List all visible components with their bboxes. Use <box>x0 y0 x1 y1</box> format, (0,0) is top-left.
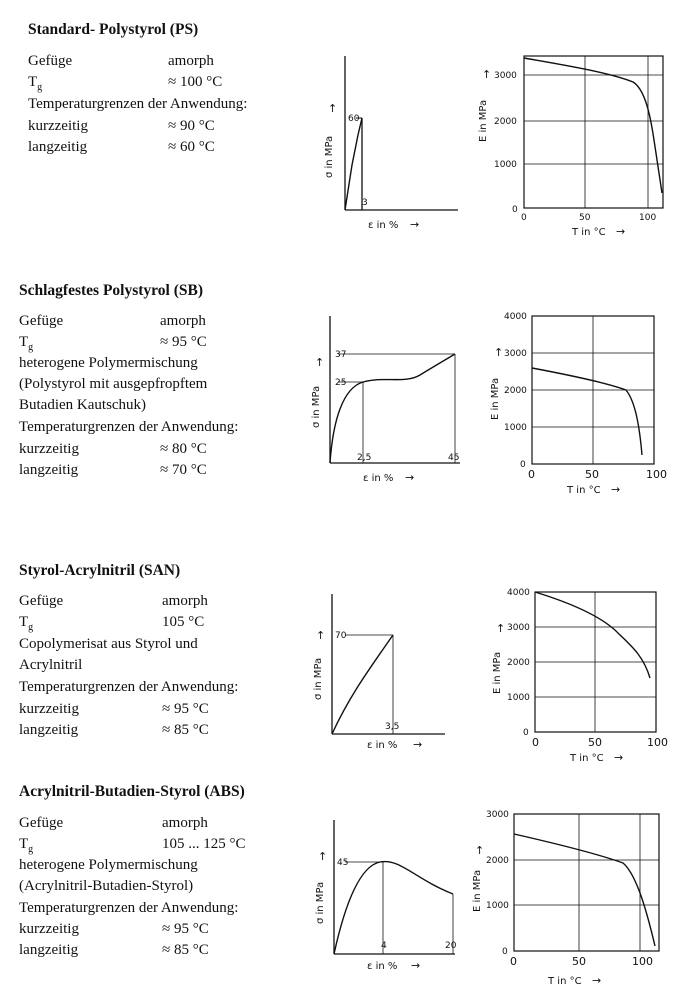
prop-value-langzeitig: ≈ 85 °C <box>162 722 209 738</box>
y-tick-3000: 3000 <box>486 810 509 820</box>
x-marker2-label: 45 <box>448 453 460 463</box>
prop-label-acrylnitril: Acrylnitril <box>19 657 83 673</box>
section-title: Standard- Polystyrol (PS) <box>28 21 199 38</box>
peak-label: 25 <box>335 378 347 388</box>
x-tick-50: 50 <box>572 955 586 968</box>
x-axis-label: ε in % <box>368 220 399 231</box>
prop-label-kurzzeitig: kurzzeitig <box>19 701 79 717</box>
x-marker-label: 3,5 <box>385 722 400 732</box>
y-tick-0: 0 <box>502 947 508 957</box>
curve <box>535 592 650 678</box>
x-axis-arrow: → <box>592 974 602 987</box>
curve <box>330 354 455 463</box>
modulus-temperature-chart <box>494 586 684 776</box>
y-axis-arrow: ↑ <box>475 844 485 857</box>
x-axis-arrow: → <box>405 471 415 484</box>
grid <box>535 592 656 732</box>
prop-label-temperaturgrenzen: Temperaturgrenzen der Anwendung: <box>19 419 239 435</box>
tg-symbol: T <box>19 334 29 350</box>
tg-symbol: T <box>19 614 29 630</box>
x-tick-100: 100 <box>632 955 653 968</box>
x-axis-arrow: → <box>616 225 626 238</box>
curve <box>334 862 453 954</box>
y-axis-label: E in MPa <box>490 377 501 420</box>
y-tick-0: 0 <box>523 728 529 738</box>
y-tick-0: 0 <box>512 205 518 215</box>
x-marker-label: 2,5 <box>357 453 372 463</box>
y-tick-4000: 4000 <box>504 312 527 322</box>
prop-label-temperaturgrenzen: Temperaturgrenzen der Anwendung: <box>28 96 248 112</box>
x-axis-label: T in °C <box>548 976 582 987</box>
peak-label: 60 <box>348 114 360 124</box>
y-tick-2000: 2000 <box>486 856 509 866</box>
prop-value-gefuege: amorph <box>168 53 214 69</box>
modulus-temperature-chart <box>490 310 684 500</box>
x-axis-arrow: → <box>413 738 423 751</box>
x-marker2-label: 20 <box>445 941 457 951</box>
y-axis-label: σ in MPa <box>315 881 326 924</box>
prop-label-copolymerisat: Copolymerisat aus Styrol und <box>19 636 198 652</box>
y-tick-3000: 3000 <box>494 71 517 81</box>
x-tick-50: 50 <box>585 468 599 481</box>
y-tick-1000: 1000 <box>507 693 530 703</box>
prop-label-butadien: Butadien Kautschuk) <box>19 397 147 413</box>
y-tick-1000: 1000 <box>504 423 527 433</box>
y-axis-arrow: ↑ <box>318 850 328 863</box>
prop-label-langzeitig: langzeitig <box>19 942 79 958</box>
prop-label-gefuege: Gefüge <box>28 53 73 69</box>
stress-strain-chart <box>305 814 485 994</box>
modulus-temperature-chart <box>472 808 668 998</box>
peak-label: 45 <box>337 858 349 868</box>
prop-value-langzeitig: ≈ 85 °C <box>162 942 209 958</box>
stress-strain-chart <box>305 310 485 490</box>
y-axis-label: E in MPa <box>472 869 483 912</box>
y-axis-label: σ in MPa <box>313 657 324 700</box>
x-axis-label: ε in % <box>367 740 398 751</box>
prop-value-gefuege: amorph <box>160 313 206 329</box>
y-tick-1000: 1000 <box>486 901 509 911</box>
grid <box>514 814 659 951</box>
x-axis-arrow: → <box>611 483 621 496</box>
plot-frame <box>514 814 659 951</box>
stress-strain-chart <box>312 50 492 240</box>
x-marker-label: 4 <box>381 941 387 951</box>
tg-subscript: g <box>28 622 34 633</box>
x-tick-0: 0 <box>510 955 517 968</box>
x-tick-0: 0 <box>532 736 539 749</box>
x-tick-0: 0 <box>528 468 535 481</box>
prop-label-gefuege: Gefüge <box>19 593 64 609</box>
modulus-temperature-chart <box>478 50 668 250</box>
prop-label-gefuege: Gefüge <box>19 815 64 831</box>
prop-label-temperaturgrenzen: Temperaturgrenzen der Anwendung: <box>19 679 239 695</box>
peak-label: 70 <box>335 631 347 641</box>
y-axis-arrow: ↑ <box>482 68 492 81</box>
y-axis-arrow: ↑ <box>316 629 326 642</box>
section-title: Schlagfestes Polystyrol (SB) <box>19 282 203 299</box>
y-tick-2000: 2000 <box>507 658 530 668</box>
y-axis-arrow: ↑ <box>328 102 338 115</box>
prop-label-temperaturgrenzen: Temperaturgrenzen der Anwendung: <box>19 900 239 916</box>
x-marker-label: 3 <box>362 198 368 208</box>
y-axis-arrow: ↑ <box>496 622 506 635</box>
prop-label-kurzzeitig: kurzzeitig <box>19 921 79 937</box>
tg-subscript: g <box>28 342 34 353</box>
prop-value-tg: ≈ 100 °C <box>168 74 223 90</box>
y-tick-0: 0 <box>520 460 526 470</box>
x-axis-label: T in °C <box>570 753 604 764</box>
prop-label-tg <box>19 837 33 855</box>
prop-value-kurzzeitig: ≈ 80 °C <box>160 441 207 457</box>
prop-value-gefuege: amorph <box>162 815 208 831</box>
prop-label-kurzzeitig: kurzzeitig <box>19 441 79 457</box>
prop-label-gefuege: Gefüge <box>19 313 64 329</box>
x-axis-label: ε in % <box>367 961 398 972</box>
prop-value-kurzzeitig: ≈ 95 °C <box>162 921 209 937</box>
prop-value-tg: ≈ 95 °C <box>160 334 207 350</box>
y-tick-4000: 4000 <box>507 588 530 598</box>
prop-label-polystyrol: (Polystyrol mit ausgepfropftem <box>19 376 208 392</box>
prop-label-mischung: heterogene Polymermischung <box>19 355 198 371</box>
x-axis-arrow: → <box>410 218 420 231</box>
prop-value-kurzzeitig: ≈ 95 °C <box>162 701 209 717</box>
grid <box>524 56 663 208</box>
prop-value-gefuege: amorph <box>162 593 208 609</box>
section-title: Styrol-Acrylnitril (SAN) <box>19 562 181 579</box>
tg-symbol: T <box>28 74 38 90</box>
x-tick-0: 0 <box>521 213 527 223</box>
x-tick-50: 50 <box>588 736 602 749</box>
prop-label-langzeitig: langzeitig <box>19 462 79 478</box>
x-tick-100: 100 <box>646 468 667 481</box>
x-tick-100: 100 <box>647 736 668 749</box>
stress-strain-chart <box>305 590 485 760</box>
prop-label-tg <box>28 75 42 93</box>
x-axis-label: ε in % <box>363 473 394 484</box>
tg-subscript: g <box>37 82 43 93</box>
peak2-label: 37 <box>335 350 347 360</box>
prop-value-tg: 105 ... 125 °C <box>162 836 246 852</box>
y-tick-2000: 2000 <box>504 386 527 396</box>
prop-value-kurzzeitig: ≈ 90 °C <box>168 118 215 134</box>
prop-value-langzeitig: ≈ 70 °C <box>160 462 207 478</box>
y-tick-3000: 3000 <box>504 349 527 359</box>
prop-label-mischung: heterogene Polymermischung <box>19 857 198 873</box>
x-axis-label: T in °C <box>567 485 601 496</box>
y-tick-1000: 1000 <box>494 160 517 170</box>
y-axis-label: σ in MPa <box>324 135 335 178</box>
prop-value-langzeitig: ≈ 60 °C <box>168 139 215 155</box>
x-tick-100: 100 <box>639 213 657 223</box>
x-axis-label: T in °C <box>572 227 606 238</box>
section-title: Acrylnitril-Butadien-Styrol (ABS) <box>19 783 245 800</box>
x-axis-arrow: → <box>411 959 421 972</box>
curve <box>345 118 362 210</box>
x-tick-50: 50 <box>579 213 591 223</box>
curve <box>524 58 662 193</box>
y-axis-arrow: ↑ <box>315 356 325 369</box>
prop-value-tg: 105 °C <box>162 614 205 630</box>
curve <box>532 368 642 455</box>
y-axis-label: E in MPa <box>492 651 503 694</box>
curve <box>332 635 393 734</box>
curve <box>514 834 655 946</box>
y-axis-label: E in MPa <box>478 99 489 142</box>
tg-symbol: T <box>19 836 29 852</box>
y-tick-2000: 2000 <box>494 117 517 127</box>
prop-label-langzeitig: langzeitig <box>19 722 79 738</box>
prop-label-kurzzeitig: kurzzeitig <box>28 118 88 134</box>
grid <box>532 316 654 464</box>
tg-subscript: g <box>28 844 34 855</box>
prop-label-tg <box>19 615 33 633</box>
x-axis-arrow: → <box>614 751 624 764</box>
prop-label-tg <box>19 335 33 353</box>
prop-label-abs-klammer: (Acrylnitril-Butadien-Styrol) <box>19 878 194 894</box>
plot-frame <box>524 56 663 208</box>
y-tick-3000: 3000 <box>507 623 530 633</box>
y-axis-arrow: ↑ <box>494 346 504 359</box>
y-axis-label: σ in MPa <box>311 385 322 428</box>
prop-label-langzeitig: langzeitig <box>28 139 88 155</box>
